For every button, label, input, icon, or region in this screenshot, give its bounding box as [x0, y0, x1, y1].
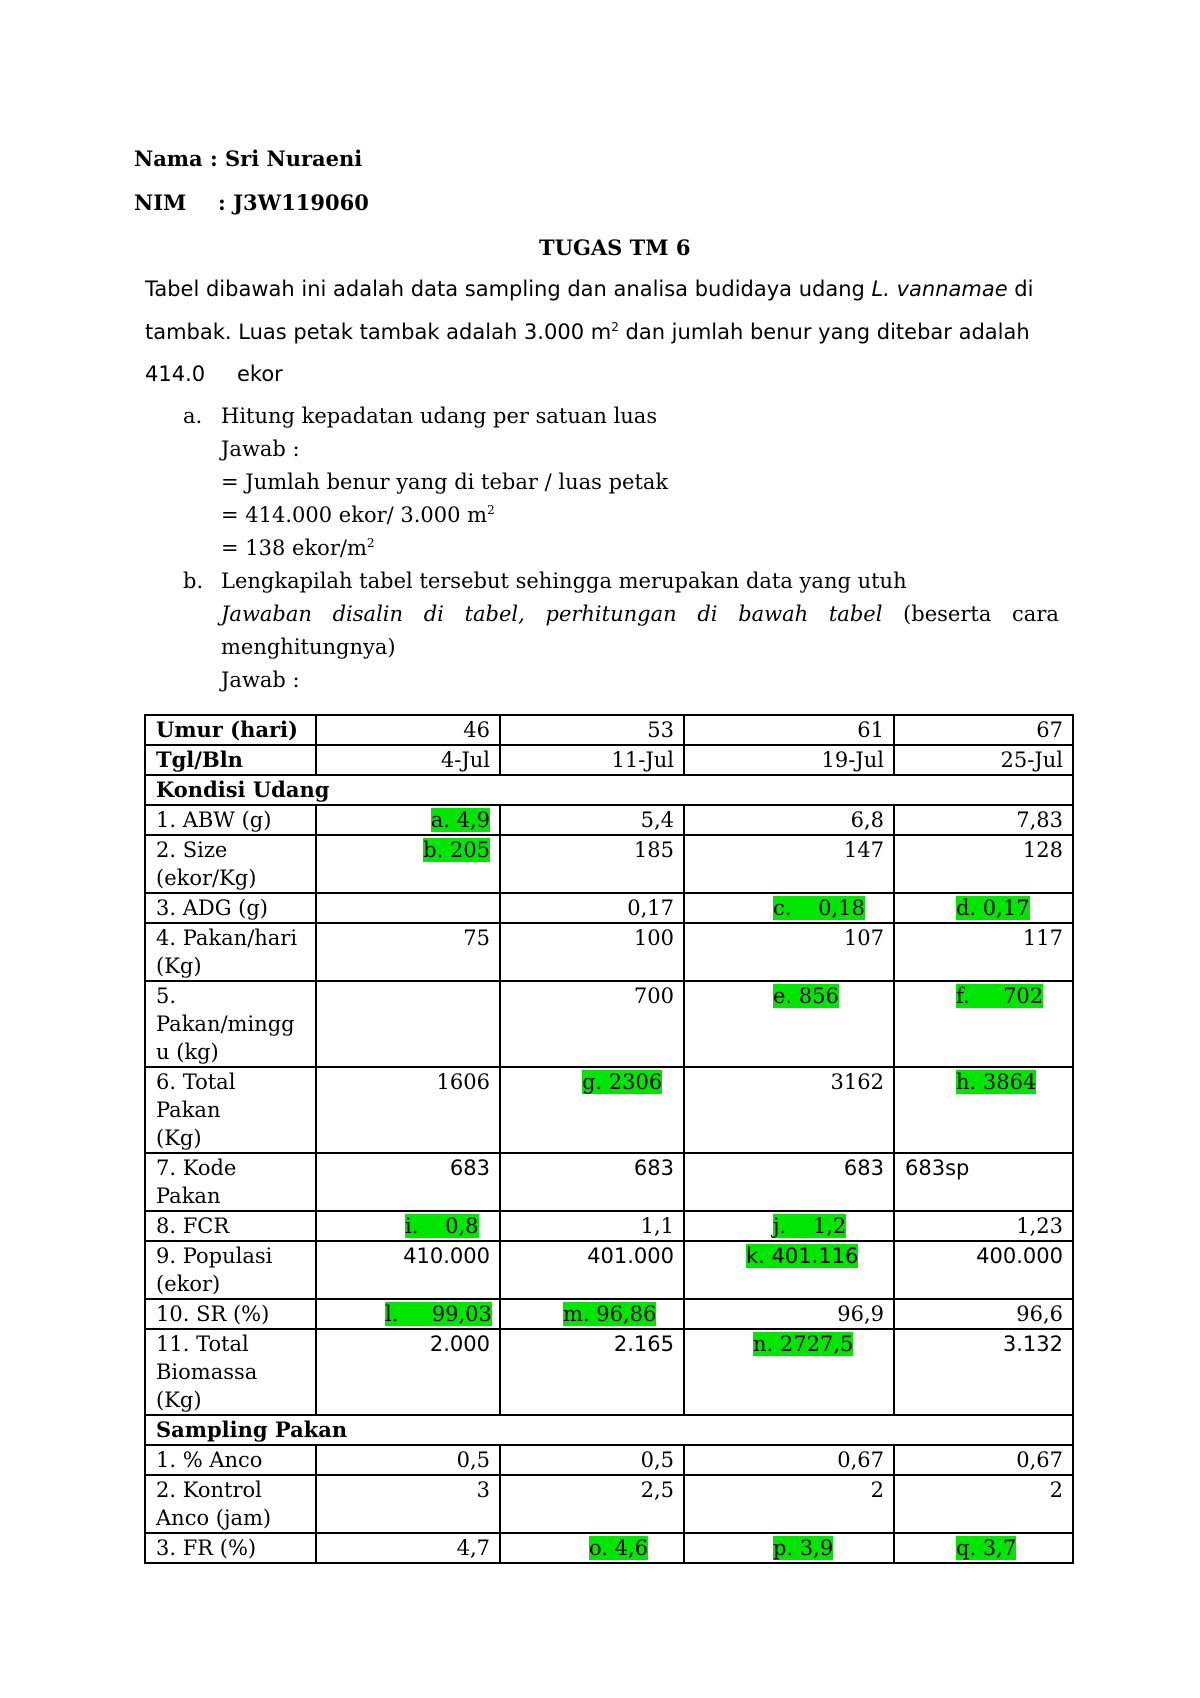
table-cell — [894, 981, 1073, 1067]
sampling-table — [144, 714, 1074, 1564]
intro-line-1 — [145, 277, 1033, 301]
table-cell: 683sp — [894, 1153, 1073, 1211]
table-cell: 53 — [500, 715, 684, 745]
table-cell — [316, 1299, 500, 1329]
table-cell: 2 — [894, 1475, 1073, 1533]
question-a-marker: a. — [183, 404, 203, 428]
table-cell: 128 — [894, 835, 1073, 893]
highlighted-answer: a. 4,9 — [430, 808, 490, 832]
highlighted-answer: d. 0,17 — [956, 896, 1030, 920]
question-b-text: Lengkapilah tabel tersebut sehingga merupakan data yang utuh — [221, 569, 907, 593]
section-heading: Sampling Pakan — [145, 1415, 1073, 1445]
table-cell: 147 — [684, 835, 894, 893]
table-cell — [684, 1241, 894, 1299]
superscript: 2 — [487, 503, 495, 517]
row-label: 3. ADG (g) — [145, 893, 316, 923]
table-cell: 0,5 — [500, 1445, 684, 1475]
highlighted-answer: f. 702 — [956, 984, 1044, 1008]
highlighted-answer: j. 1,2 — [773, 1214, 847, 1238]
table-cell: 100 — [500, 923, 684, 981]
table-cell — [894, 893, 1073, 923]
intro-text: dan jumlah benur yang ditebar adalah — [618, 320, 1030, 344]
highlighted-answer: n. 2727,5 — [753, 1332, 854, 1356]
row-label: 8. FCR — [145, 1211, 316, 1241]
student-nim-key: NIM — [134, 190, 187, 215]
table-cell — [316, 893, 500, 923]
instruction-word: bawah — [738, 602, 809, 626]
row-label: 10. SR (%) — [145, 1299, 316, 1329]
table-cell: 4-Jul — [316, 745, 500, 775]
table-cell: 19-Jul — [684, 745, 894, 775]
table-row-adg — [145, 893, 1073, 923]
intro-line-3-unit: ekor — [237, 362, 283, 386]
row-label-line: (ekor/Kg) — [156, 866, 257, 890]
table-cell — [684, 981, 894, 1067]
document-title: TUGAS TM 6 — [539, 235, 691, 260]
table-row-umur — [145, 715, 1073, 745]
table-cell: 96,6 — [894, 1299, 1073, 1329]
table-row-sr — [145, 1299, 1073, 1329]
row-label: Tgl/Bln — [145, 745, 316, 775]
table-row-abw — [145, 805, 1073, 835]
row-label — [145, 1241, 316, 1299]
row-label — [145, 923, 316, 981]
table-section-sampling — [145, 1415, 1073, 1445]
table-cell: 75 — [316, 923, 500, 981]
row-label — [145, 1475, 316, 1533]
row-label: 7. Kode Pakan — [145, 1153, 316, 1211]
table-cell: 25-Jul — [894, 745, 1073, 775]
row-label — [145, 981, 316, 1067]
table-cell — [500, 1533, 684, 1563]
question-b-marker: b. — [183, 569, 204, 593]
table-row-size — [145, 835, 1073, 893]
row-label-line: (Kg) — [156, 1388, 202, 1412]
table-cell: 4,7 — [316, 1533, 500, 1563]
table-cell: 46 — [316, 715, 500, 745]
table-cell: 5,4 — [500, 805, 684, 835]
superscript: 2 — [611, 320, 619, 334]
row-label-line: (Kg) — [156, 954, 202, 978]
table-row-biomassa — [145, 1329, 1073, 1415]
table-cell: 3162 — [684, 1067, 894, 1153]
row-label: Umur (hari) — [145, 715, 316, 745]
table-cell: 401.000 — [500, 1241, 684, 1299]
highlighted-answer: q. 3,7 — [956, 1536, 1017, 1560]
table-cell — [894, 1067, 1073, 1153]
row-label — [145, 1329, 316, 1415]
table-row-pakan-hari — [145, 923, 1073, 981]
highlighted-answer: m. 96,86 — [563, 1302, 657, 1326]
answer-a-line-1: = Jumlah benur yang di tebar / luas petak — [221, 470, 669, 494]
table-cell: 2.000 — [316, 1329, 500, 1415]
row-label-line: 6. Total Pakan — [156, 1070, 236, 1122]
intro-text: di — [1007, 277, 1034, 301]
table-cell — [500, 1299, 684, 1329]
table-row-fr — [145, 1533, 1073, 1563]
table-cell: 11-Jul — [500, 745, 684, 775]
question-b-line-2: menghitungnya) — [221, 635, 396, 659]
row-label: 3. FR (%) — [145, 1533, 316, 1563]
intro-text: tambak. Luas petak tambak adalah 3.000 m — [145, 320, 612, 344]
instruction-word: cara — [1012, 602, 1059, 626]
table-row-total-pakan — [145, 1067, 1073, 1153]
table-cell: 410.000 — [316, 1241, 500, 1299]
highlighted-answer: g. 2306 — [582, 1070, 663, 1094]
highlighted-answer: l. 99,03 — [385, 1302, 492, 1326]
table-cell: 2.165 — [500, 1329, 684, 1415]
table-cell: 117 — [894, 923, 1073, 981]
answer-a-line-2 — [221, 503, 495, 527]
table-cell: 400.000 — [894, 1241, 1073, 1299]
table-cell — [316, 981, 500, 1067]
row-label-line: 4. Pakan/hari — [156, 926, 298, 950]
question-b-instruction — [221, 602, 1059, 626]
answer-text: = 138 ekor/m — [221, 536, 367, 560]
table-cell — [316, 835, 500, 893]
table-cell — [316, 805, 500, 835]
row-label-line: 2. Kontrol — [156, 1478, 262, 1502]
instruction-word: disalin — [332, 602, 404, 626]
table-cell: 6,8 — [684, 805, 894, 835]
table-cell: 0,67 — [894, 1445, 1073, 1475]
table-cell: 7,83 — [894, 805, 1073, 835]
row-label-line: u (kg) — [156, 1040, 219, 1064]
table-cell: 0,5 — [316, 1445, 500, 1475]
table-cell: 107 — [684, 923, 894, 981]
highlighted-answer: e. 856 — [773, 984, 839, 1008]
table-section-kondisi — [145, 775, 1073, 805]
table-cell: 683 — [684, 1153, 894, 1211]
table-cell — [500, 1067, 684, 1153]
table-cell: 2 — [684, 1475, 894, 1533]
table-row-kontrol-anco — [145, 1475, 1073, 1533]
table-row-fcr — [145, 1211, 1073, 1241]
highlighted-answer: h. 3864 — [956, 1070, 1037, 1094]
answer-text: = 414.000 ekor/ 3.000 m — [221, 503, 488, 527]
table-cell: 3 — [316, 1475, 500, 1533]
row-label: 1. % Anco — [145, 1445, 316, 1475]
species-name: L. vannamae — [871, 277, 1008, 301]
table-cell: 1,1 — [500, 1211, 684, 1241]
highlighted-answer: k. 401.116 — [746, 1244, 859, 1268]
table-cell: 96,9 — [684, 1299, 894, 1329]
table-cell — [894, 1533, 1073, 1563]
highlighted-answer: i. 0,8 — [405, 1214, 479, 1238]
question-a-text: Hitung kepadatan udang per satuan luas — [221, 404, 658, 428]
table-cell: 61 — [684, 715, 894, 745]
instruction-word: di — [423, 602, 444, 626]
row-label-line: Pakan/mingg — [156, 1012, 295, 1036]
table-cell: 0,17 — [500, 893, 684, 923]
highlighted-answer: o. 4,6 — [589, 1536, 649, 1560]
student-nim-value: : J3W119060 — [218, 190, 369, 215]
table-cell — [684, 893, 894, 923]
instruction-word: tabel — [828, 602, 883, 626]
intro-text: Tabel dibawah ini adalah data sampling dan analisa budidaya udang — [145, 277, 872, 301]
instruction-word: di — [697, 602, 718, 626]
row-label-line: 9. Populasi — [156, 1244, 273, 1268]
table-row-kode-pakan — [145, 1153, 1073, 1211]
table-cell: 700 — [500, 981, 684, 1067]
table-cell: 1606 — [316, 1067, 500, 1153]
question-a-jawab: Jawab : — [221, 437, 300, 461]
question-b-jawab: Jawab : — [221, 668, 300, 692]
row-label-line: 5. — [156, 984, 177, 1008]
intro-line-3-number: 414.0 — [145, 362, 206, 386]
table-cell: 3.132 — [894, 1329, 1073, 1415]
row-label: 1. ABW (g) — [145, 805, 316, 835]
table-cell: 67 — [894, 715, 1073, 745]
row-label — [145, 835, 316, 893]
table-cell: 683 — [316, 1153, 500, 1211]
table-row-anco — [145, 1445, 1073, 1475]
table-cell — [684, 1533, 894, 1563]
table-cell: 2,5 — [500, 1475, 684, 1533]
section-heading: Kondisi Udang — [145, 775, 1073, 805]
answer-a-line-3 — [221, 536, 375, 560]
row-label-line: 11. Total — [156, 1332, 249, 1356]
table-cell: 1,23 — [894, 1211, 1073, 1241]
table-cell: 185 — [500, 835, 684, 893]
row-label-line: Biomassa — [156, 1360, 258, 1384]
row-label-line: (Kg) — [156, 1126, 202, 1150]
table-row-pakan-minggu — [145, 981, 1073, 1067]
row-label-line: 2. Size — [156, 838, 228, 862]
table-cell — [316, 1211, 500, 1241]
student-name: Nama : Sri Nuraeni — [134, 146, 363, 171]
table-cell — [684, 1329, 894, 1415]
row-label-line: (ekor) — [156, 1272, 221, 1296]
table-cell — [684, 1211, 894, 1241]
highlighted-answer: b. 205 — [423, 838, 490, 862]
instruction-word: Jawaban — [221, 602, 312, 626]
table-row-populasi — [145, 1241, 1073, 1299]
intro-line-2 — [145, 320, 1030, 344]
highlighted-answer: c. 0,18 — [773, 896, 865, 920]
instruction-word: (beserta — [903, 602, 992, 626]
instruction-word: perhitungan — [545, 602, 677, 626]
row-label-line: Anco (jam) — [156, 1506, 272, 1530]
table-cell: 683 — [500, 1153, 684, 1211]
table-cell: 0,67 — [684, 1445, 894, 1475]
row-label — [145, 1067, 316, 1153]
superscript: 2 — [366, 536, 375, 550]
instruction-word: tabel, — [464, 602, 525, 626]
highlighted-answer: p. 3,9 — [773, 1536, 834, 1560]
table-row-tgl — [145, 745, 1073, 775]
